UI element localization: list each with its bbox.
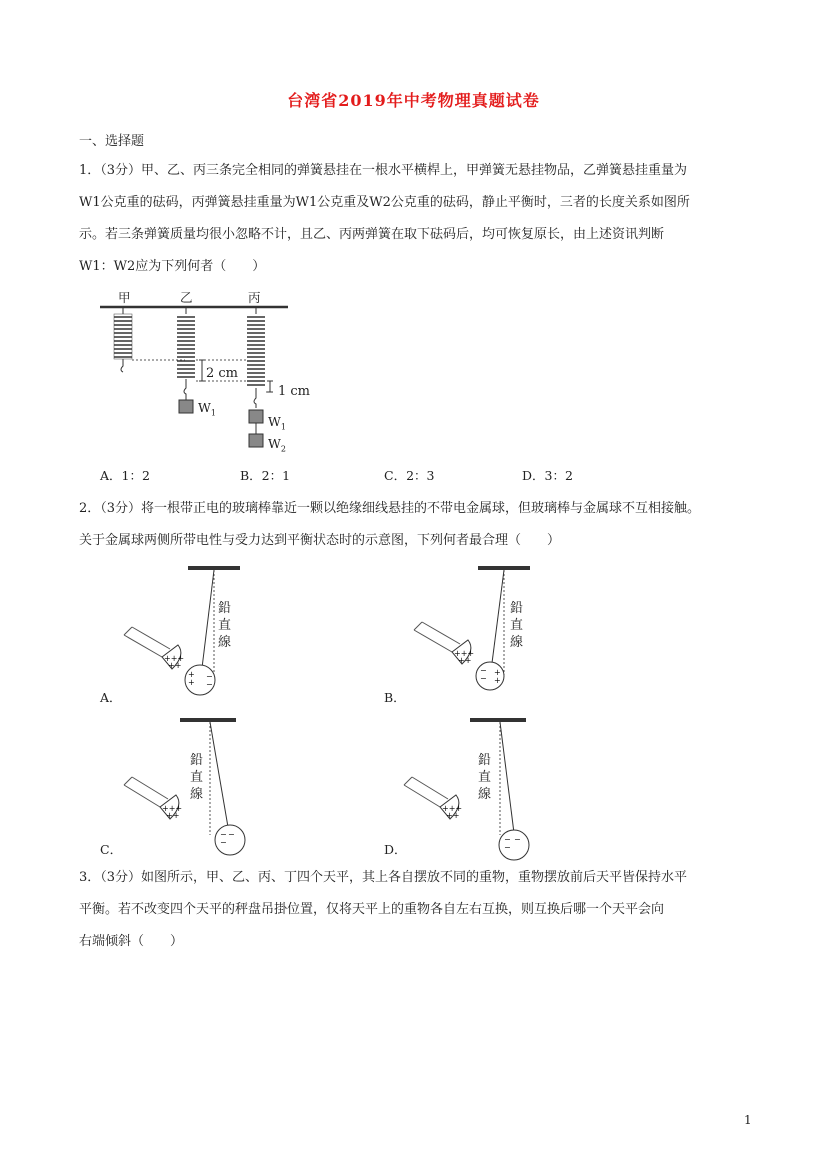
- q2-label-a: A．: [100, 690, 122, 705]
- label-yi: 乙: [180, 290, 193, 305]
- svg-text:−: −: [504, 835, 511, 844]
- dim-2cm: 2 cm: [206, 366, 239, 381]
- svg-text:−: −: [206, 680, 213, 689]
- svg-text:−: −: [480, 674, 487, 683]
- label-bing: 丙: [248, 290, 261, 305]
- q3-line-1: 3．（3分）如图所示，甲、乙、丙、丁四个天平，其上各自摆放不同的重物，重物摆放前后天平皆保持水平: [79, 870, 688, 885]
- dim-1cm: 1 cm: [278, 384, 311, 399]
- page-title: 台湾省2019年中考物理真题试卷: [287, 91, 540, 110]
- q1-option-d: D．3：2: [522, 468, 573, 483]
- q2-label-c: C．: [100, 842, 123, 857]
- section-heading: 一、选择题: [79, 134, 145, 149]
- q3-line-3: 右端倾斜（ ）: [79, 934, 184, 949]
- q1-line-4: W1：W2应为下列何者（ ）: [79, 259, 266, 274]
- svg-text:++: ++: [458, 656, 472, 665]
- svg-text:−: −: [206, 672, 213, 681]
- svg-text:−: −: [514, 835, 521, 844]
- q1-option-a: A．1：2: [100, 468, 150, 483]
- svg-text:+: +: [494, 676, 501, 685]
- q2-figure-b: [410, 565, 560, 705]
- weight-w2-bing: $W_2$: [268, 436, 286, 454]
- q1-option-c: C．2：3: [384, 468, 435, 483]
- vertical-label-d: 鉛 直 線: [478, 753, 492, 802]
- vertical-label-b: 鉛 直 線: [510, 601, 524, 650]
- q1-line-3: 示。若三条弹簧质量均很小忽略不计，且乙、丙两弹簧在取下砝码后，均可恢复原长，由上述资讯判断: [79, 227, 665, 242]
- svg-text:++: ++: [446, 811, 460, 820]
- q1-option-b: B．2：1: [240, 468, 291, 483]
- q1-line-2: W1公克重的砝码，丙弹簧悬挂重量为W1公克重及W2公克重的砝码，静止平衡时，三者的长度关系如图所: [79, 195, 690, 210]
- svg-text:+++: +++: [454, 649, 475, 658]
- weight-w1-yi: $W_1$: [198, 400, 216, 418]
- q3-line-2: 平衡。若不改变四个天平的秤盘吊掛位置，仅将天平上的重物各自左右互换，则互换后哪一个天平会向: [79, 902, 665, 917]
- svg-text:+: +: [188, 678, 195, 687]
- svg-text:+: +: [494, 668, 501, 677]
- svg-text:++: ++: [166, 811, 180, 820]
- weight-w1-bing: $W_1$: [268, 414, 286, 432]
- vertical-label-a: 鉛 直 線: [218, 601, 232, 650]
- label-jia: 甲: [118, 290, 131, 305]
- vertical-label-c: 鉛 直 線: [190, 753, 204, 802]
- svg-text:−: −: [220, 838, 227, 847]
- svg-text:+++: +++: [442, 804, 463, 813]
- q2-label-d: D．: [384, 842, 407, 857]
- svg-text:++: ++: [168, 661, 182, 670]
- q2-figure-d: [400, 715, 550, 855]
- q2-figure-a: [120, 565, 270, 705]
- q1-line-1: 1．（3分）甲、乙、丙三条完全相同的弹簧悬挂在一根水平横桿上，甲弹簧无悬挂物品，乙弹簧悬挂重量为: [79, 163, 688, 178]
- svg-text:−: −: [504, 843, 511, 852]
- q2-line-1: 2．（3分）将一根带正电的玻璃棒靠近一颗以绝缘细线悬挂的不带电金属球，但玻璃棒与金属球不互相接触。: [79, 501, 701, 516]
- svg-text:−: −: [220, 830, 227, 839]
- q2-line-2: 关于金属球两侧所带电性与受力达到平衡状态时的示意图，下列何者最合理（ ）: [79, 533, 561, 548]
- svg-text:+++: +++: [164, 654, 185, 663]
- svg-text:+++: +++: [162, 804, 183, 813]
- q2-label-b: B．: [384, 690, 406, 705]
- page-number: 1: [744, 1113, 752, 1127]
- svg-text:−: −: [228, 830, 235, 839]
- svg-text:+: +: [188, 670, 195, 679]
- svg-text:−: −: [480, 666, 487, 675]
